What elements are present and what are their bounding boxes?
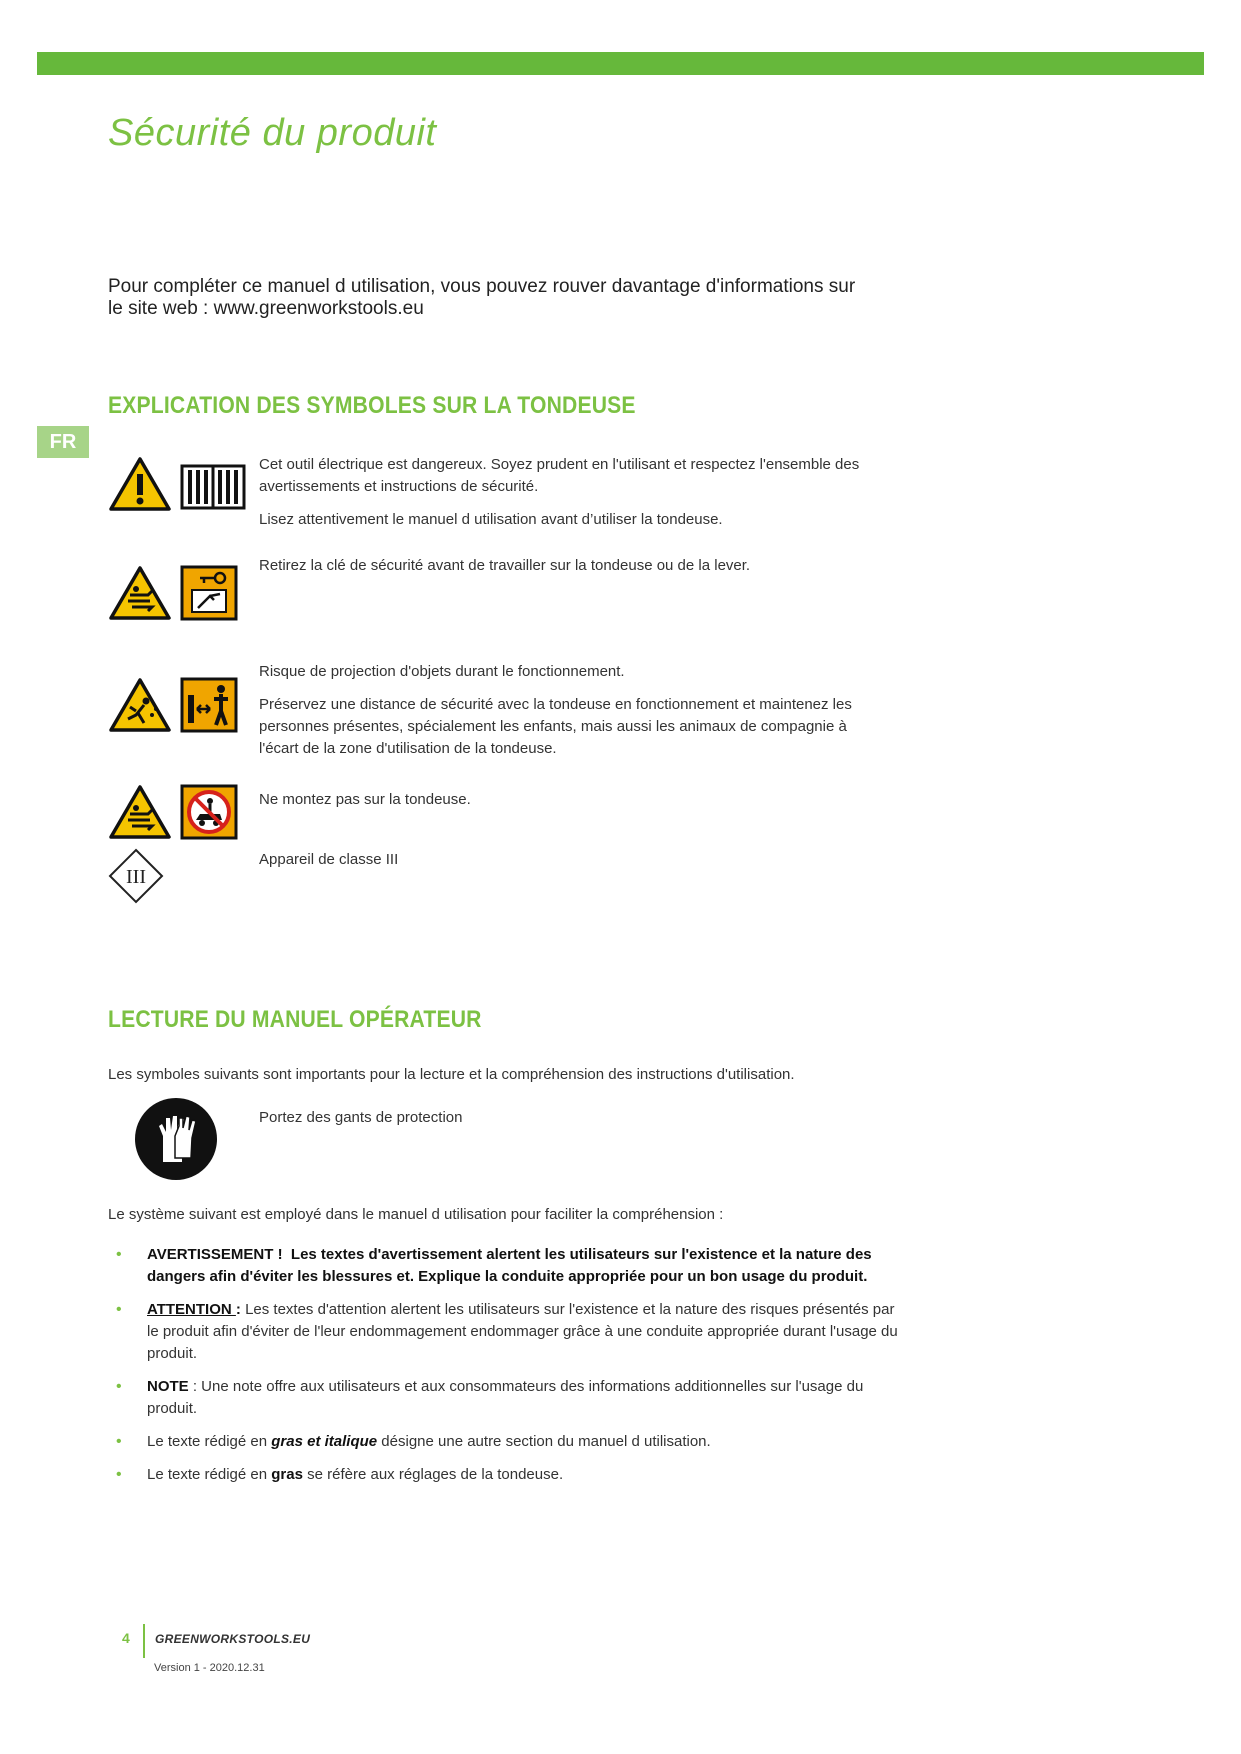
system-intro: Le système suivant est employé dans le manuel d utilisation pour faciliter la compréhension :: [108, 1206, 724, 1223]
intro-line-1: Pour compléter ce manuel d utilisation, vous pouvez rouver davantage d'informations sur: [108, 276, 856, 297]
symbol-text: Lisez attentivement le manuel d utilisation avant d’utiliser la tondeuse.: [259, 511, 723, 528]
language-tab: FR: [37, 426, 89, 458]
blade-hazard-icon: [108, 565, 172, 621]
symbol-row-1-text: [259, 454, 879, 542]
symbol-text: Cet outil électrique est dangereux. Soyez prudent en l'utilisant et respectez l'ensemble des avertissements et instructions de sécurité.: [259, 456, 860, 495]
blade-hazard-icon: [108, 784, 172, 840]
warning-label: AVERTISSEMENT !: [147, 1246, 283, 1263]
symbol-text: Ne montez pas sur la tondeuse.: [259, 791, 471, 808]
list-item: [108, 1244, 898, 1288]
list-item: [108, 1464, 898, 1486]
symbol-row-5-text: [259, 849, 879, 882]
symbol-text: Préservez une distance de sécurité avec la tondeuse en fonctionnement et maintenez les personnes présentes, spécialement les enfants, mais aussi les animaux de compagnie à l'écart de la zone d'utilisation de la tondeuse.: [259, 696, 852, 757]
attention-colon: :: [235, 1301, 241, 1318]
symbol-text: Risque de projection d'objets durant le fonctionnement.: [259, 663, 625, 680]
symbol-text: Retirez la clé de sécurité avant de travailler sur la tondeuse ou de la lever.: [259, 557, 751, 574]
gloves-icon: [133, 1096, 219, 1182]
bold-italic-word: gras et italique: [271, 1433, 378, 1450]
bold-italic-pre: Le texte rédigé en: [147, 1433, 272, 1450]
manual-book-icon: [180, 462, 246, 512]
keep-distance-icon: [180, 677, 238, 733]
note-text: : Une note offre aux utilisateurs et aux consommateurs des informations additionnelles sur l'usage du produit.: [147, 1378, 864, 1417]
no-riding-icon: [180, 784, 238, 840]
gloves-text: Portez des gants de protection: [259, 1109, 463, 1126]
symbol-row-1-icons: [108, 456, 246, 512]
convention-list: [108, 1244, 898, 1497]
bold-word: gras: [271, 1466, 303, 1483]
intro-paragraph: [108, 276, 908, 320]
list-item: [108, 1299, 898, 1365]
class-iii-icon: [108, 848, 164, 904]
symbol-row-5-icons: [108, 848, 164, 904]
attention-label: ATTENTION: [147, 1301, 236, 1318]
warning-text: Les textes d'avertissement alertent les utilisateurs sur l'existence et la nature des dangers afin d'éviter les blessures et. Explique la conduite appropriée pour un bon usage du produit.: [147, 1246, 872, 1285]
bold-italic-post: désigne une autre section du manuel d utilisation.: [377, 1433, 711, 1450]
projection-hazard-icon: [108, 677, 172, 733]
class-iii-label: III: [126, 866, 146, 888]
manual-intro: Les symboles suivants sont importants pour la lecture et la compréhension des instructions d'utilisation.: [108, 1066, 795, 1083]
page-number: 4: [122, 1630, 130, 1646]
top-green-bar: [37, 52, 1204, 75]
note-label: NOTE: [147, 1378, 189, 1395]
footer-site: GREENWORKSTOOLS.EU: [155, 1632, 311, 1646]
symbol-row-4-text: [259, 789, 879, 822]
remove-key-icon: [180, 565, 238, 621]
footer-divider: [143, 1624, 145, 1658]
intro-line-2: le site web : www.greenworkstools.eu: [108, 298, 424, 319]
bold-pre: Le texte rédigé en: [147, 1466, 272, 1483]
list-item: [108, 1431, 898, 1453]
attention-text: Les textes d'attention alertent les utilisateurs sur l'existence et la nature des risques présentés par le produit afin d'éviter de l'leur endommagement endommager grâce à une conduite appropriée durant l'usage du produit.: [147, 1301, 898, 1362]
list-item: [108, 1376, 898, 1420]
symbol-text: Appareil de classe III: [259, 851, 399, 868]
page-title: Sécurité du produit: [108, 112, 437, 154]
symbol-row-3-icons: [108, 677, 238, 733]
footer-version: Version 1 - 2020.12.31: [154, 1662, 265, 1674]
warning-triangle-icon: [108, 456, 172, 512]
symbols-section-heading: EXPLICATION DES SYMBOLES SUR LA TONDEUSE: [108, 392, 636, 419]
manual-section-heading: LECTURE DU MANUEL OPÉRATEUR: [108, 1006, 482, 1033]
symbol-row-3-text: [259, 661, 879, 771]
bold-post: se réfère aux réglages de la tondeuse.: [302, 1466, 564, 1483]
symbol-row-2-icons: [108, 565, 238, 621]
symbol-row-4-icons: [108, 784, 238, 840]
symbol-row-2-text: [259, 555, 879, 588]
